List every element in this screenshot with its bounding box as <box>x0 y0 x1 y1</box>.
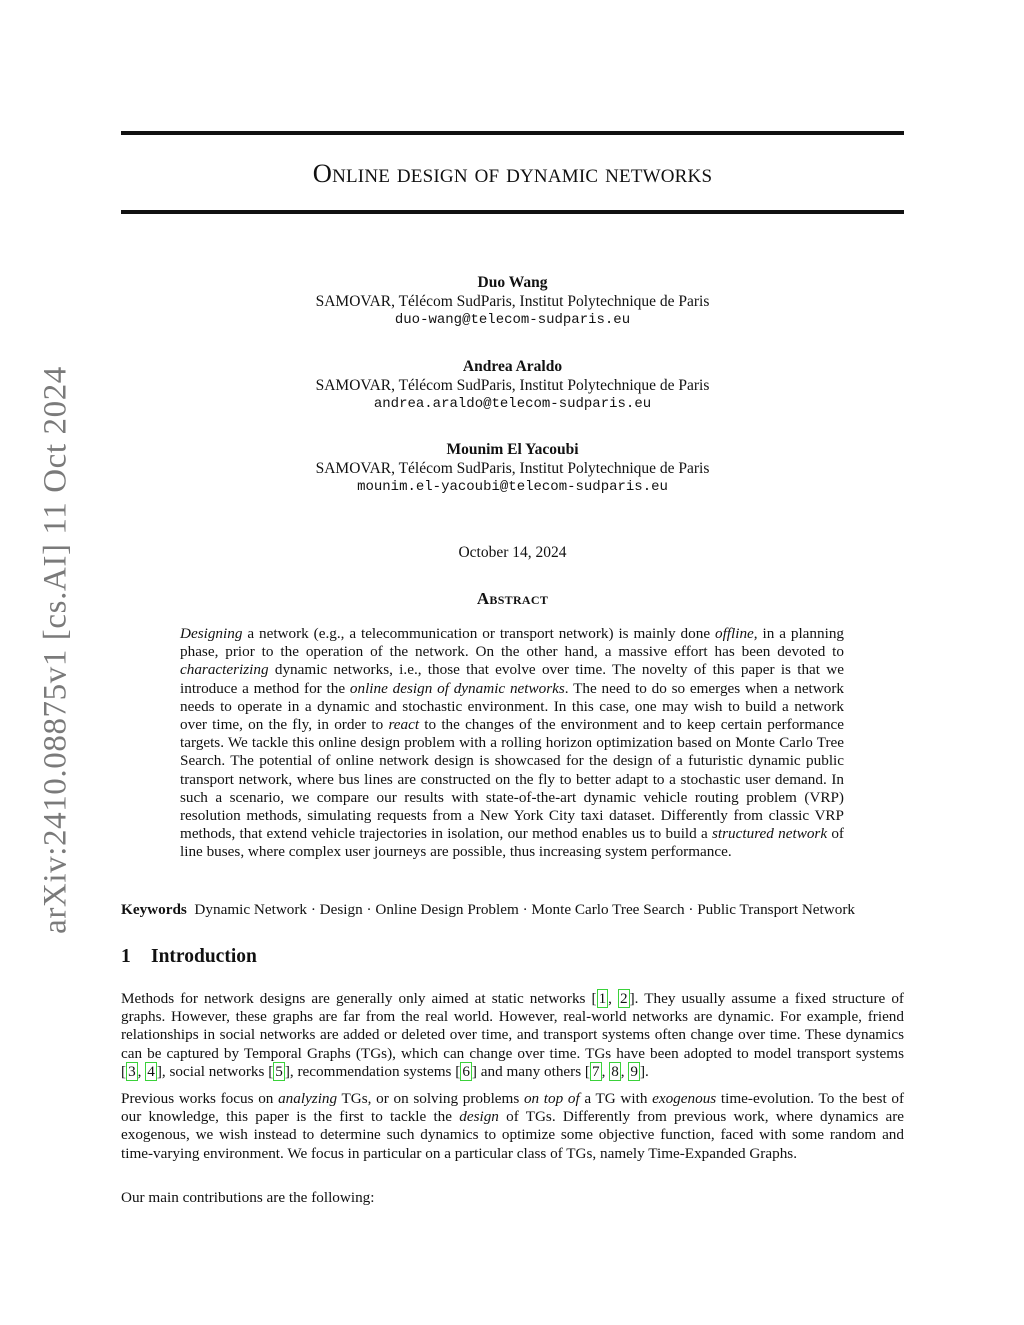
arxiv-identifier-stamp: arXiv:2410.08875v1 [cs.AI] 11 Oct 2024 <box>37 366 74 934</box>
abstract-span: , in a planning phase, prior to the operation of the network. On the other hand, a massive effort has been devoted to <box>180 625 845 661</box>
author-block <box>121 440 904 497</box>
author-block <box>121 273 904 330</box>
section-title: Introduction <box>151 946 257 967</box>
citation-link[interactable]: 8 <box>611 1062 619 1080</box>
author-block <box>121 357 904 414</box>
text-span: ]. <box>639 1062 649 1080</box>
abstract-emphasis: characterizing <box>180 661 269 679</box>
author-email[interactable]: mounim.el-yacoubi@telecom-sudparis.eu <box>357 479 668 495</box>
title-top-rule <box>121 131 904 135</box>
text-span: Previous works focus on <box>121 1090 279 1107</box>
author-affiliation: SAMOVAR, Télécom SudParis, Institut Polytechnique de Paris <box>315 293 710 310</box>
text-span: , <box>620 1062 629 1080</box>
author-email[interactable]: duo-wang@telecom-sudparis.eu <box>394 312 631 328</box>
author-email[interactable]: andrea.araldo@telecom-sudparis.eu <box>373 396 652 412</box>
citation-link[interactable]: 6 <box>462 1062 470 1080</box>
author-name: Andrea Araldo <box>462 358 563 375</box>
text-span: time-evolution. To the best of our knowledge, this paper is the first to tackle the <box>121 1090 905 1126</box>
text-emphasis: analyzing <box>278 1090 338 1107</box>
abstract-text <box>180 625 844 862</box>
text-span: Methods for network designs are generally only aimed at static networks [ <box>121 990 597 1007</box>
abstract-span: dynamic networks, i.e., those that evolve over time. The novelty of this paper is that we introduce a method for the <box>180 661 844 697</box>
text-span: ] and many others [ <box>471 1062 590 1080</box>
abstract-emphasis: offline <box>714 625 754 642</box>
abstract-span: of line buses, where complex user journeys are possible, thus increasing system performance. <box>180 825 844 861</box>
paper-title <box>121 160 904 187</box>
text-emphasis: on top of <box>523 1090 580 1107</box>
abstract-span: to the changes of the environment and to keep certain performance targets. We tackle this online design problem with a rolling horizon optimization based on Monte Carlo Tree Search. The potential of online network design is showcased for the design of a futuristic dynamic public transport network, where bus lines are constructed on the fly to better adapt to a stochastic user demand. In such a scenario, we compare our results with state-of-the-art dynamic vehicle routing problem (VRP) resolution methods, simulating requests from a New York City taxi dataset. Differently from classic VRP methods, that extend vehicle trajectories in isolation, our method enables us to build a <box>180 716 844 843</box>
citation-link[interactable]: 1 <box>598 990 607 1007</box>
intro-paragraph-1 <box>121 990 904 1081</box>
title-rest: nline design of dynamic networks <box>332 158 713 188</box>
text-span: , <box>137 1062 146 1080</box>
author-affiliation: SAMOVAR, Télécom SudParis, Institut Polytechnique de Paris <box>315 377 710 394</box>
publication-date: October 14, 2024 <box>458 544 567 561</box>
intro-paragraph-2 <box>121 1090 904 1163</box>
citation-link[interactable]: 2 <box>620 990 628 1007</box>
section-heading <box>121 946 904 968</box>
author-name: Duo Wang <box>477 274 548 291</box>
text-span: ], social networks [ <box>156 1062 274 1080</box>
keywords-label-rest: eywords <box>132 901 187 918</box>
text-span: , <box>608 990 618 1007</box>
text-span: ], recommendation systems [ <box>284 1062 461 1080</box>
text-emphasis: design <box>459 1108 499 1126</box>
abstract-heading: Abstract <box>476 589 549 608</box>
keywords-label <box>121 901 187 918</box>
text-span: a TG with <box>579 1090 653 1107</box>
abstract-emphasis: structured network <box>712 825 828 843</box>
keywords-list: Dynamic Network · Design · Online Design Problem · Monte Carlo Tree Search · Public Transport Network <box>194 901 855 918</box>
citation-link[interactable]: 3 <box>128 1062 136 1080</box>
text-span: TGs, or on solving problems <box>337 1090 524 1107</box>
author-name: Mounim El Yacoubi <box>446 441 579 458</box>
section-number: 1 <box>121 946 131 967</box>
citation-link[interactable]: 9 <box>630 1062 638 1080</box>
abstract-emphasis: react <box>388 716 420 734</box>
citation-link[interactable]: 5 <box>275 1062 283 1080</box>
abstract-span: a network (e.g., a telecommunication or transport network) is mainly done <box>242 625 715 642</box>
abstract-emphasis: online design of dynamic networks <box>349 679 565 697</box>
abstract-emphasis: Designing <box>180 625 243 642</box>
citation-link[interactable]: 4 <box>147 1062 155 1080</box>
text-span: of TGs. Differently from previous work, where dynamics are exogenous, we wish instead to determine such dynamics to optimize some objective function, faced with some random and time-varying environment. We focus in particular on a particular class of TGs, namely Time-Expanded Graphs. <box>121 1108 904 1162</box>
citation-link[interactable]: 7 <box>592 1062 600 1080</box>
text-span: ]. They usually assume a fixed structure of graphs. However, these graphs are far from the real world. However, real-world networks are dynamic. For example, friend relationships in social networks are added or deleted over time, and transport systems often change over time. These dynamics can be captured by Temporal Graphs (TGs), which can change over time. TGs have been adopted to model transport systems [ <box>121 990 904 1080</box>
keywords-label-k: K <box>121 901 133 918</box>
title-initial: O <box>312 158 333 188</box>
abstract-span: . The need to do so emerges when a network needs to operate in a dynamic and stochastic environment. In this case, one may wish to build a network over time, on the fly, in order to <box>180 679 844 734</box>
author-affiliation: SAMOVAR, Télécom SudParis, Institut Polytechnique de Paris <box>315 460 710 477</box>
text-emphasis: exogenous <box>652 1090 717 1107</box>
intro-paragraph-3: Our main contributions are the following: <box>121 1189 375 1206</box>
title-bottom-rule <box>121 210 904 214</box>
keywords-line <box>121 901 904 919</box>
text-span: , <box>601 1062 610 1080</box>
